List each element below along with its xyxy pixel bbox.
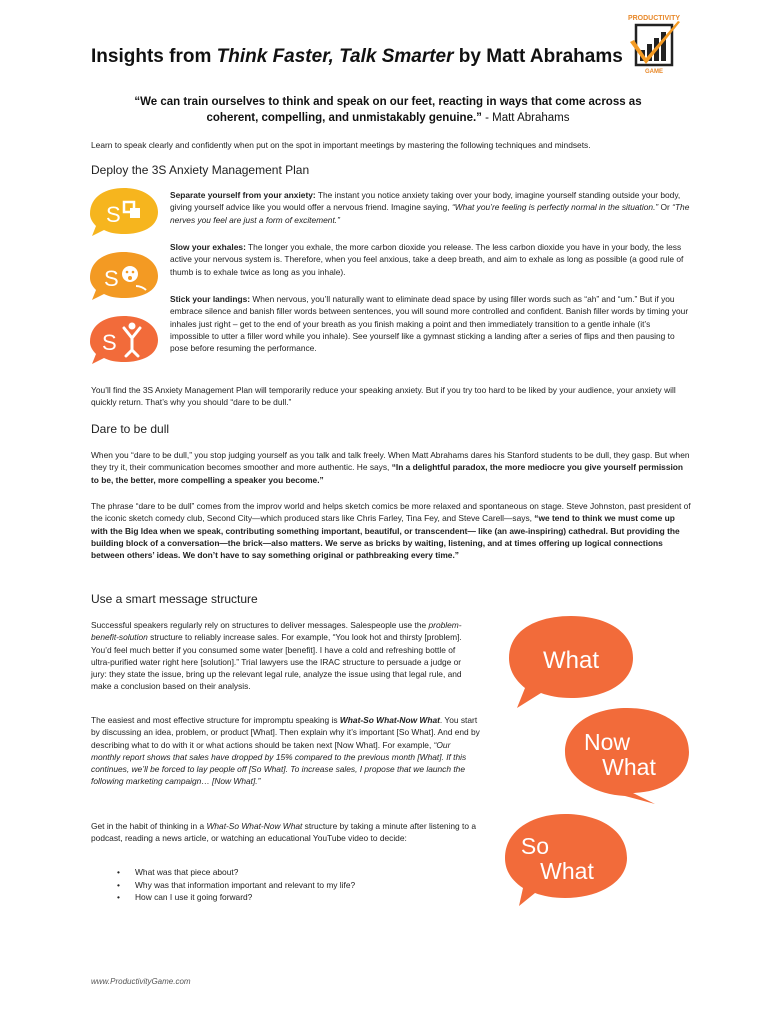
separate-icon-glyph: S	[106, 202, 121, 227]
dull-p1-bold: “In a delightful paradox, the more mediocre you give yourself permission to be, the better, more compelling a speaker you become.”	[91, 462, 684, 485]
list-item	[117, 866, 417, 879]
list-item	[117, 891, 417, 904]
dull-p2-bold: “we tend to think we must come up with the Big Idea when we speak, contributing something important, beautiful, or transcendent— like (an awe-inspiring) cathedral. But providing the building block of a conversation—the brick—also matters. We serve as bricks by waiting, listening, and at times offering up logical connections between others’ ideas. We don’t have to say something original or pathbreaking every time.”	[91, 513, 680, 561]
now-what-bubble-label: What	[602, 754, 656, 780]
list-item-text: What was that piece about?	[135, 867, 239, 877]
structure-p2-italic: “Our monthly report shows that sales have dropped by 15% compared to the previous month [What]. If this continues, we’ll be forced to lay people off [So What]. To increase sales, I propose that we launch the following marketing campaign… [Now What].”	[91, 739, 467, 787]
stick-paragraph	[170, 293, 692, 354]
stick-landing-icon	[86, 314, 162, 366]
quote-line-1: “We can train ourselves to think and speak on our feet, reacting in ways that come across as	[134, 96, 642, 108]
dull-paragraph-1	[91, 449, 692, 486]
footer-url[interactable]: www.ProductivityGame.com	[91, 977, 191, 986]
dull-p1-text: When you “dare to be dull,” you stop judging yourself as you talk and talk freely. When Matt Abrahams dares his Stanford students to be dull, they gasp. But when they try it, their communication becomes smoother and more authentic. He says,	[91, 450, 690, 473]
structure-paragraph-3	[91, 820, 476, 845]
separate-italic-1: “What you’re feeling is perfectly normal in the situation.”	[451, 202, 659, 213]
intro-quote	[100, 94, 676, 126]
separate-paragraph	[170, 189, 692, 226]
quote-line-2: coherent, compelling, and unmistakably genuine.”	[206, 112, 482, 124]
bullet-dot: •	[117, 879, 120, 890]
bullet-dot: •	[117, 867, 120, 877]
page-title	[91, 46, 631, 68]
list-item-text: How can I use it going forward?	[135, 892, 253, 902]
separate-lead: Separate yourself from your anxiety:	[170, 190, 316, 200]
structure-p2-bold: What-So What-Now What	[339, 715, 440, 725]
title-book: Think Faster, Talk Smarter	[216, 46, 454, 67]
list-item-text: Why was that information important and relevant to my life?	[135, 879, 356, 890]
stick-icon-glyph: S	[102, 330, 117, 355]
what-bubble-label: What	[542, 647, 600, 674]
structure-p2-a: The easiest and most effective structure for impromptu speaking is	[91, 715, 340, 725]
title-suffix: by Matt Abrahams	[453, 46, 623, 67]
bullet-dot: •	[117, 892, 120, 902]
section-heading-dull: Dare to be dull	[91, 422, 170, 436]
productivity-game-logo	[622, 12, 686, 76]
structure-paragraph-2	[91, 714, 481, 788]
section1-closing: You’ll find the 3S Anxiety Management Plan will temporarily reduce your speaking anxiety. But if you try too hard to be liked by your audience, your anxiety will quickly return. That’s why you should “dare to be dull.”	[91, 385, 676, 408]
separate-text: The instant you notice anxiety taking over your body, imagine yourself standing outside your body, giving yourself advice like you would offer a nervous friend. Imagine saying,	[170, 190, 681, 213]
title-prefix: Insights from	[91, 46, 217, 67]
quote-attribution: - Matt Abrahams	[481, 112, 570, 124]
now-bubble-label: Now	[583, 729, 631, 755]
separate-icon	[86, 186, 162, 238]
logo-top-text: PRODUCTIVITY	[627, 15, 681, 22]
slow-text: The longer you exhale, the more carbon dioxide you release. The less carbon dioxide you have in your body, the less active your nervous system is. Therefore, when you feel anxious, take a deep breath, and aim to exhale as long as possible (a good rule of thumb is to exhale twice as long as you inhale).	[170, 242, 684, 277]
logo-bottom-text: GAME	[645, 69, 663, 75]
structure-p1-italic: problem-benefit-solution	[91, 620, 462, 643]
separate-text-2: Or	[658, 202, 673, 213]
slow-paragraph	[170, 241, 692, 278]
intro-text: Learn to speak clearly and confidently when put on the spot in important meetings by mastering the following techniques and mindsets.	[91, 140, 591, 150]
structure-p3-italic: What-So What-Now What	[206, 821, 303, 831]
structure-paragraph-1	[91, 619, 476, 693]
what-so-what-now-what-illustration	[495, 608, 695, 908]
slow-lead: Slow your exhales:	[170, 242, 246, 252]
stick-text: When nervous, you’ll naturally want to eliminate dead space by using filler words such as “ah” and “um.” But if you embrace silence and banish filler words between sentences, you will sound more controlled and confident. Banish filler words by timing your inhales just right – get to the end of your breath as you finish making a point and then immediately transition to a gentle inhale (it’s impossible to utter a filler word while you inhale). See yourself like a gymnast sticking a landing after a series of flips and then pausing to pose before resuming the performance.	[170, 294, 689, 354]
so-bubble-label: So	[520, 833, 550, 859]
so-what-bubble-label: What	[540, 858, 594, 884]
dull-paragraph-2	[91, 500, 692, 561]
so-what-bubble	[505, 814, 627, 906]
structure-p1-b: structure to reliably increase sales. For example, “You look hot and thirsty [problem]. You’d feel much better if you consumed some water [benefit]. I have a cold and refreshing bottle of ultra-purified water right here [solution].” Trial lawyers use the IRAC structure to persuade a judge or jury: they state the issue, bring up the relevant legal rule, analyze the issue using that legal rule, and make a conclusion based on their analysis.	[91, 632, 462, 692]
now-what-bubble	[565, 708, 689, 804]
slow-exhale-icon	[86, 250, 162, 302]
structure-p3-b: structure by taking a minute after listening to a podcast, reading a news article, or watching an educational YouTube video to decide:	[91, 821, 476, 844]
structure-p1-a: Successful speakers regularly rely on structures to deliver messages. Salespeople use the	[91, 620, 429, 630]
dull-p2-text: The phrase “dare to be dull” comes from the improv world and helps sketch comics be more relaxed and spontaneous on stage. Steve Johnston, past president of the iconic sketch comedy club, Second City—which produced stars like Chris Farley, Tina Fey, and Steve Carell—says,	[91, 501, 691, 524]
structure-p3-a: Get in the habit of thinking in a	[91, 821, 207, 831]
structure-p2-b: . You start by discussing an idea, problem, or product [What]. Then explain why it’s important [So What]. And end by describing what to do with it or what actions should be taken next [Now What]. For example,	[91, 715, 480, 750]
section-heading-3s: Deploy the 3S Anxiety Management Plan	[91, 163, 310, 177]
list-item	[117, 879, 417, 892]
what-bubble	[509, 616, 633, 708]
slow-icon-glyph: S	[104, 266, 119, 291]
decide-questions-list	[117, 866, 417, 904]
separate-italic-2: “The nerves you feel are just a form of excitement.”	[170, 202, 690, 225]
stick-lead: Stick your landings:	[170, 294, 251, 304]
section-heading-structure: Use a smart message structure	[91, 592, 258, 606]
